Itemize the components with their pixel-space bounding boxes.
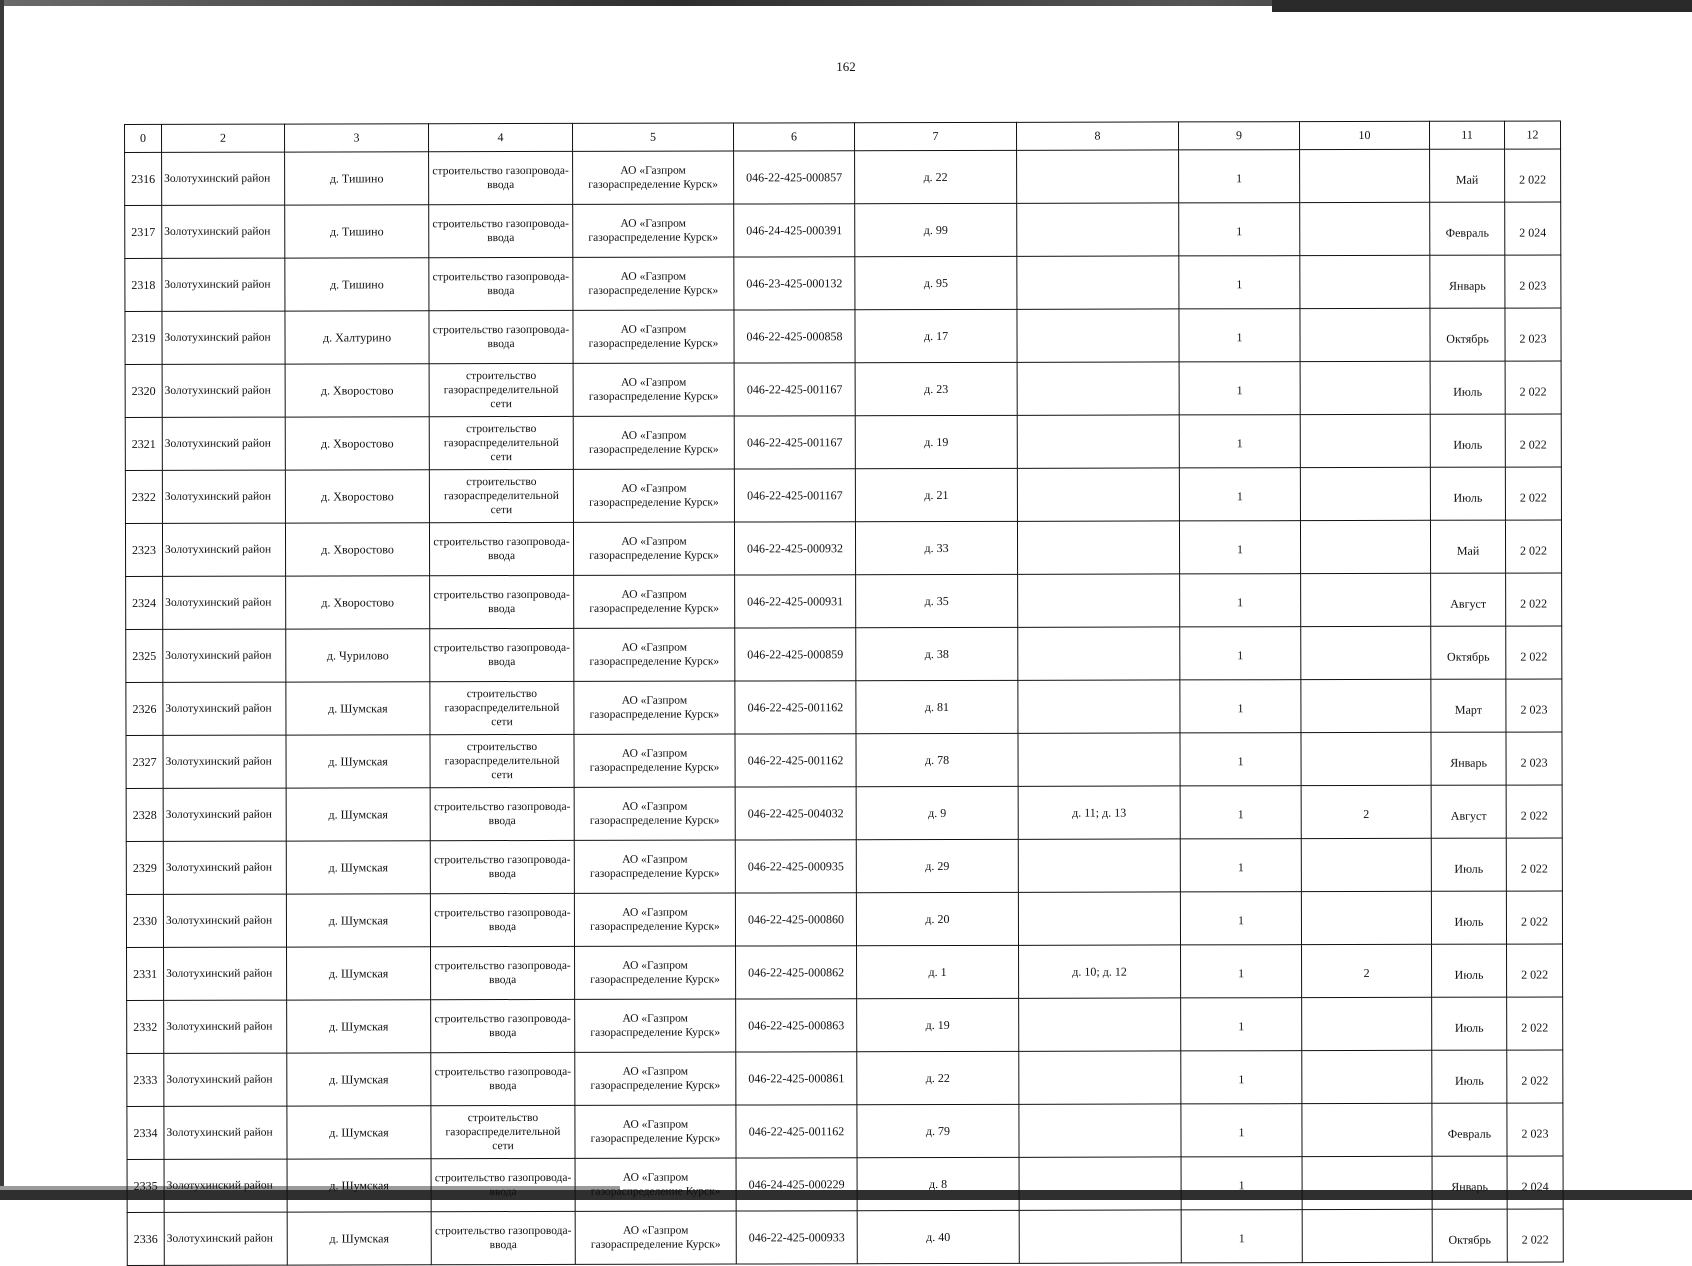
month-cell: Октябрь <box>1432 1209 1507 1262</box>
additional-count-cell <box>1300 308 1430 361</box>
locality-cell: д. Шумская <box>286 841 430 894</box>
district-cell: Золотухинский район <box>164 1159 287 1212</box>
table-row <box>126 785 1562 842</box>
year-cell: 2 023 <box>1505 255 1561 308</box>
extra-houses-cell <box>1017 150 1179 203</box>
locality-cell: д. Шумская <box>286 894 430 947</box>
table-row <box>126 732 1562 789</box>
col-header: 12 <box>1504 121 1560 149</box>
locality-cell: д. Хворостово <box>285 523 429 576</box>
count-cell: 1 <box>1180 574 1301 627</box>
table-row <box>127 1050 1563 1107</box>
application-code-cell: 046-22-425-000860 <box>735 893 856 946</box>
locality-cell: д. Хворостово <box>286 576 430 629</box>
month-cell: Январь <box>1432 1156 1507 1209</box>
locality-cell: д. Чурилово <box>286 629 430 682</box>
month-cell: Февраль <box>1430 202 1505 255</box>
year-cell: 2 023 <box>1507 1103 1563 1156</box>
month-cell: Март <box>1431 679 1506 732</box>
organization-cell: АО «Газпром газораспределение Курск» <box>575 1158 736 1211</box>
locality-cell: д. Шумская <box>287 1159 431 1212</box>
house-cell: д. 8 <box>857 1157 1019 1210</box>
count-cell: 1 <box>1180 627 1301 680</box>
application-code-cell: 046-22-425-000931 <box>735 575 856 628</box>
year-cell: 2 022 <box>1505 520 1561 573</box>
table-row <box>125 361 1561 418</box>
house-cell: д. 40 <box>857 1210 1019 1263</box>
col-header: 8 <box>1016 122 1178 150</box>
additional-count-cell <box>1300 202 1430 255</box>
locality-cell: д. Хворостово <box>285 417 429 470</box>
locality-cell: д. Шумская <box>287 947 431 1000</box>
year-cell: 2 023 <box>1506 679 1562 732</box>
row-number: 2329 <box>126 841 163 894</box>
extra-houses-cell <box>1017 468 1179 521</box>
table-row <box>127 997 1563 1054</box>
house-cell: д. 22 <box>857 1051 1019 1104</box>
month-cell: Май <box>1430 520 1505 573</box>
extra-houses-cell <box>1019 1210 1181 1263</box>
organization-cell: АО «Газпром газораспределение Курск» <box>573 363 734 416</box>
application-code-cell: 046-22-425-001162 <box>735 734 856 787</box>
row-number: 2327 <box>126 735 163 788</box>
organization-cell: АО «Газпром газораспределение Курск» <box>574 575 735 628</box>
district-cell: Золотухинский район <box>163 841 286 894</box>
work-type-cell: строительство газораспределительной сети <box>429 416 573 469</box>
extra-houses-cell <box>1017 521 1179 574</box>
district-cell: Золотухинский район <box>164 1000 287 1053</box>
count-cell: 1 <box>1179 521 1300 574</box>
house-cell: д. 95 <box>855 256 1017 309</box>
year-cell: 2 022 <box>1507 997 1563 1050</box>
scan-edge-left <box>0 0 4 1200</box>
table-row <box>127 944 1563 1001</box>
district-cell: Золотухинский район <box>162 417 285 470</box>
year-cell: 2 022 <box>1505 149 1561 202</box>
col-header: 11 <box>1429 121 1504 149</box>
organization-cell: АО «Газпром газораспределение Курск» <box>573 522 734 575</box>
additional-count-cell <box>1302 1050 1432 1103</box>
organization-cell: АО «Газпром газораспределение Курск» <box>573 310 734 363</box>
month-cell: Август <box>1431 573 1506 626</box>
table-row <box>125 149 1561 206</box>
work-type-cell: строительство газопровода-ввода <box>430 628 574 681</box>
col-header: 2 <box>162 124 285 152</box>
year-cell: 2 022 <box>1505 361 1561 414</box>
organization-cell: АО «Газпром газораспределение Курск» <box>575 1105 736 1158</box>
count-cell: 1 <box>1180 786 1301 839</box>
additional-count-cell <box>1302 997 1432 1050</box>
month-cell: Июль <box>1432 944 1507 997</box>
application-code-cell: 046-22-425-001162 <box>736 1105 857 1158</box>
extra-houses-cell <box>1018 574 1180 627</box>
work-type-cell: строительство газопровода-ввода <box>429 310 573 363</box>
count-cell: 1 <box>1180 892 1301 945</box>
count-cell: 1 <box>1181 1210 1302 1263</box>
extra-houses-cell <box>1018 627 1180 680</box>
additional-count-cell <box>1300 414 1430 467</box>
additional-count-cell <box>1300 149 1430 202</box>
col-header: 9 <box>1178 122 1299 150</box>
extra-houses-cell <box>1019 1157 1181 1210</box>
house-cell: д. 19 <box>857 998 1019 1051</box>
month-cell: Июль <box>1431 838 1506 891</box>
year-cell: 2 022 <box>1506 785 1562 838</box>
count-cell: 1 <box>1181 1157 1302 1210</box>
row-number: 2322 <box>125 470 162 523</box>
application-code-cell: 046-22-425-004032 <box>735 787 856 840</box>
row-number: 2334 <box>127 1106 164 1159</box>
month-cell: Июль <box>1430 414 1505 467</box>
extra-houses-cell: д. 11; д. 13 <box>1018 786 1180 839</box>
month-cell: Июль <box>1431 891 1506 944</box>
application-code-cell: 046-22-425-000935 <box>735 840 856 893</box>
year-cell: 2 023 <box>1505 308 1561 361</box>
application-code-cell: 046-22-425-000932 <box>734 522 855 575</box>
district-cell: Золотухинский район <box>164 1212 287 1265</box>
count-cell: 1 <box>1180 839 1301 892</box>
application-code-cell: 046-24-425-000229 <box>736 1158 857 1211</box>
work-type-cell: строительство газораспределительной сети <box>430 681 574 734</box>
house-cell: д. 81 <box>856 680 1018 733</box>
year-cell: 2 022 <box>1505 414 1561 467</box>
additional-count-cell <box>1301 838 1431 891</box>
header-row <box>125 121 1561 153</box>
locality-cell: д. Шумская <box>286 682 430 735</box>
additional-count-cell: 2 <box>1301 785 1431 838</box>
row-number: 2317 <box>125 205 162 258</box>
district-cell: Золотухинский район <box>164 1053 287 1106</box>
additional-count-cell <box>1301 626 1431 679</box>
month-cell: Январь <box>1431 732 1506 785</box>
work-type-cell: строительство газораспределительной сети <box>430 734 574 787</box>
row-number: 2331 <box>127 947 164 1000</box>
extra-houses-cell <box>1018 892 1180 945</box>
table-row <box>127 1156 1563 1213</box>
additional-count-cell <box>1300 467 1430 520</box>
house-cell: д. 19 <box>855 415 1017 468</box>
year-cell: 2 024 <box>1505 202 1561 255</box>
month-cell: Январь <box>1430 255 1505 308</box>
table-row <box>126 626 1562 683</box>
work-type-cell: строительство газопровода-ввода <box>431 1158 575 1211</box>
row-number: 2323 <box>125 523 162 576</box>
house-cell: д. 38 <box>856 627 1018 680</box>
table-row <box>125 414 1561 471</box>
district-cell: Золотухинский район <box>162 364 285 417</box>
count-cell: 1 <box>1179 309 1300 362</box>
organization-cell: АО «Газпром газораспределение Курск» <box>574 734 735 787</box>
organization-cell: АО «Газпром газораспределение Курск» <box>573 416 734 469</box>
extra-houses-cell: д. 10; д. 12 <box>1019 945 1181 998</box>
locality-cell: д. Шумская <box>287 1106 431 1159</box>
count-cell: 1 <box>1180 680 1301 733</box>
house-cell: д. 78 <box>856 733 1018 786</box>
house-cell: д. 29 <box>856 839 1018 892</box>
application-code-cell: 046-22-425-000863 <box>736 999 857 1052</box>
district-cell: Золотухинский район <box>162 470 285 523</box>
extra-houses-cell <box>1017 203 1179 256</box>
work-type-cell: строительство газораспределительной сети <box>431 1105 575 1158</box>
district-cell: Золотухинский район <box>162 258 285 311</box>
table-row <box>125 202 1561 259</box>
additional-count-cell <box>1300 361 1430 414</box>
house-cell: д. 79 <box>857 1104 1019 1157</box>
scan-edge-top-right <box>1272 0 1692 12</box>
col-header: 6 <box>733 123 854 151</box>
district-cell: Золотухинский район <box>162 523 285 576</box>
application-code-cell: 046-22-425-000861 <box>736 1052 857 1105</box>
year-cell: 2 022 <box>1507 944 1563 997</box>
locality-cell: д. Шумская <box>286 735 430 788</box>
count-cell: 1 <box>1179 203 1300 256</box>
year-cell: 2 024 <box>1507 1156 1563 1209</box>
count-cell: 1 <box>1181 1051 1302 1104</box>
district-cell: Золотухинский район <box>162 311 285 364</box>
organization-cell: АО «Газпром газораспределение Курск» <box>575 999 736 1052</box>
house-cell: д. 20 <box>856 892 1018 945</box>
district-cell: Золотухинский район <box>164 1106 287 1159</box>
district-cell: Золотухинский район <box>162 152 285 205</box>
house-cell: д. 17 <box>855 309 1017 362</box>
organization-cell: АО «Газпром газораспределение Курск» <box>574 893 735 946</box>
organization-cell: АО «Газпром газораспределение Курск» <box>573 257 734 310</box>
year-cell: 2 022 <box>1505 467 1561 520</box>
application-code-cell: 046-22-425-001162 <box>735 681 856 734</box>
col-header: 0 <box>125 124 162 152</box>
organization-cell: АО «Газпром газораспределение Курск» <box>573 151 734 204</box>
month-cell: Октябрь <box>1430 308 1505 361</box>
house-cell: д. 22 <box>855 150 1017 203</box>
page-number: 162 <box>836 59 856 74</box>
count-cell: 1 <box>1180 733 1301 786</box>
count-cell: 1 <box>1181 945 1302 998</box>
year-cell: 2 023 <box>1506 732 1562 785</box>
row-number: 2330 <box>126 894 163 947</box>
house-cell: д. 1 <box>857 945 1019 998</box>
row-number: 2332 <box>127 1000 164 1053</box>
year-cell: 2 022 <box>1507 1209 1563 1262</box>
application-code-cell: 046-22-425-001167 <box>734 469 855 522</box>
table-row <box>127 1209 1563 1266</box>
organization-cell: АО «Газпром газораспределение Курск» <box>574 787 735 840</box>
count-cell: 1 <box>1179 362 1300 415</box>
work-type-cell: строительство газопровода-ввода <box>430 840 574 893</box>
table-row <box>125 308 1561 365</box>
application-code-cell: 046-22-425-001167 <box>734 416 855 469</box>
extra-houses-cell <box>1017 309 1179 362</box>
additional-count-cell <box>1302 1103 1432 1156</box>
application-code-cell: 046-22-425-000933 <box>736 1211 857 1264</box>
col-header: 4 <box>429 123 573 151</box>
row-number: 2326 <box>126 682 163 735</box>
work-type-cell: строительство газопровода-ввода <box>430 787 574 840</box>
application-code-cell: 046-24-425-000391 <box>734 204 855 257</box>
locality-cell: д. Халтурино <box>285 311 429 364</box>
district-cell: Золотухинский район <box>163 788 286 841</box>
table-row <box>125 520 1561 577</box>
col-header: 10 <box>1299 121 1429 149</box>
col-header: 3 <box>285 124 429 152</box>
month-cell: Июль <box>1432 997 1507 1050</box>
work-type-cell: строительство газопровода-ввода <box>431 946 575 999</box>
organization-cell: АО «Газпром газораспределение Курск» <box>573 204 734 257</box>
table-row <box>126 891 1562 948</box>
month-cell: Август <box>1431 785 1506 838</box>
table-row <box>127 1103 1563 1160</box>
additional-count-cell <box>1301 573 1431 626</box>
extra-houses-cell <box>1017 256 1179 309</box>
work-type-cell: строительство газопровода-ввода <box>430 575 574 628</box>
row-number: 2328 <box>126 788 163 841</box>
additional-count-cell <box>1302 1209 1432 1262</box>
work-type-cell: строительство газораспределительной сети <box>429 363 573 416</box>
locality-cell: д. Тишино <box>285 152 429 205</box>
locality-cell: д. Тишино <box>285 258 429 311</box>
count-cell: 1 <box>1179 256 1300 309</box>
table-body <box>125 149 1564 1266</box>
table-row <box>125 255 1561 312</box>
district-cell: Золотухинский район <box>163 629 286 682</box>
house-cell: д. 35 <box>856 574 1018 627</box>
extra-houses-cell <box>1018 680 1180 733</box>
organization-cell: АО «Газпром газораспределение Курск» <box>573 469 734 522</box>
table-row <box>126 573 1562 630</box>
work-type-cell: строительство газопровода-ввода <box>431 1052 575 1105</box>
row-number: 2316 <box>125 152 162 205</box>
row-number: 2333 <box>127 1053 164 1106</box>
house-cell: д. 33 <box>855 521 1017 574</box>
count-cell: 1 <box>1181 1104 1302 1157</box>
organization-cell: АО «Газпром газораспределение Курск» <box>575 1052 736 1105</box>
work-type-cell: строительство газораспределительной сети <box>429 469 573 522</box>
locality-cell: д. Шумская <box>287 1212 431 1265</box>
count-cell: 1 <box>1179 468 1300 521</box>
house-cell: д. 9 <box>856 786 1018 839</box>
organization-cell: АО «Газпром газораспределение Курск» <box>575 1211 736 1264</box>
house-cell: д. 21 <box>855 468 1017 521</box>
row-number: 2319 <box>125 311 162 364</box>
count-cell: 1 <box>1179 150 1300 203</box>
work-type-cell: строительство газопровода-ввода <box>429 257 573 310</box>
gasification-table <box>124 120 1564 1266</box>
additional-count-cell <box>1301 891 1431 944</box>
work-type-cell: строительство газопровода-ввода <box>429 522 573 575</box>
col-header: 5 <box>572 123 733 151</box>
work-type-cell: строительство газопровода-ввода <box>431 1211 575 1264</box>
application-code-cell: 046-22-425-000862 <box>736 946 857 999</box>
locality-cell: д. Хворостово <box>285 470 429 523</box>
year-cell: 2 022 <box>1506 891 1562 944</box>
organization-cell: АО «Газпром газораспределение Курск» <box>574 840 735 893</box>
year-cell: 2 022 <box>1506 838 1562 891</box>
application-code-cell: 046-22-425-000858 <box>734 310 855 363</box>
district-cell: Золотухинский район <box>163 735 286 788</box>
application-code-cell: 046-22-425-000857 <box>734 151 855 204</box>
house-cell: д. 23 <box>855 362 1017 415</box>
table-row <box>126 838 1562 895</box>
district-cell: Золотухинский район <box>164 947 287 1000</box>
year-cell: 2 022 <box>1507 1050 1563 1103</box>
organization-cell: АО «Газпром газораспределение Курск» <box>575 946 736 999</box>
work-type-cell: строительство газопровода-ввода <box>429 151 573 204</box>
work-type-cell: строительство газопровода-ввода <box>430 893 574 946</box>
locality-cell: д. Шумская <box>287 1000 431 1053</box>
extra-houses-cell <box>1017 362 1179 415</box>
work-type-cell: строительство газопровода-ввода <box>429 204 573 257</box>
house-cell: д. 99 <box>855 203 1017 256</box>
district-cell: Золотухинский район <box>162 205 285 258</box>
organization-cell: АО «Газпром газораспределение Курск» <box>574 628 735 681</box>
organization-cell: АО «Газпром газораспределение Курск» <box>574 681 735 734</box>
row-number: 2321 <box>125 417 162 470</box>
month-cell: Июль <box>1430 467 1505 520</box>
extra-houses-cell <box>1019 1104 1181 1157</box>
row-number: 2320 <box>125 364 162 417</box>
additional-count-cell <box>1300 255 1430 308</box>
row-number: 2324 <box>126 576 163 629</box>
table-row <box>125 467 1561 524</box>
extra-houses-cell <box>1017 415 1179 468</box>
additional-count-cell <box>1302 1156 1432 1209</box>
month-cell: Февраль <box>1432 1103 1507 1156</box>
locality-cell: д. Шумская <box>286 788 430 841</box>
row-number: 2325 <box>126 629 163 682</box>
row-number: 2336 <box>127 1212 164 1265</box>
additional-count-cell <box>1301 732 1431 785</box>
month-cell: Июль <box>1430 361 1505 414</box>
year-cell: 2 022 <box>1506 626 1562 679</box>
locality-cell: д. Тишино <box>285 205 429 258</box>
month-cell: Май <box>1430 149 1505 202</box>
locality-cell: д. Шумская <box>287 1053 431 1106</box>
district-cell: Золотухинский район <box>163 576 286 629</box>
additional-count-cell <box>1300 520 1430 573</box>
row-number: 2318 <box>125 258 162 311</box>
work-type-cell: строительство газопровода-ввода <box>431 999 575 1052</box>
application-code-cell: 046-22-425-000859 <box>735 628 856 681</box>
district-cell: Золотухинский район <box>163 894 286 947</box>
row-number: 2335 <box>127 1159 164 1212</box>
additional-count-cell: 2 <box>1302 944 1432 997</box>
district-cell: Золотухинский район <box>163 682 286 735</box>
col-header: 7 <box>854 122 1016 150</box>
count-cell: 1 <box>1181 998 1302 1051</box>
extra-houses-cell <box>1019 998 1181 1051</box>
extra-houses-cell <box>1018 839 1180 892</box>
table-row <box>126 679 1562 736</box>
additional-count-cell <box>1301 679 1431 732</box>
year-cell: 2 022 <box>1506 573 1562 626</box>
application-code-cell: 046-23-425-000132 <box>734 257 855 310</box>
extra-houses-cell <box>1018 733 1180 786</box>
application-code-cell: 046-22-425-001167 <box>734 363 855 416</box>
month-cell: Июль <box>1432 1050 1507 1103</box>
count-cell: 1 <box>1179 415 1300 468</box>
extra-houses-cell <box>1019 1051 1181 1104</box>
locality-cell: д. Хворостово <box>285 364 429 417</box>
month-cell: Октябрь <box>1431 626 1506 679</box>
